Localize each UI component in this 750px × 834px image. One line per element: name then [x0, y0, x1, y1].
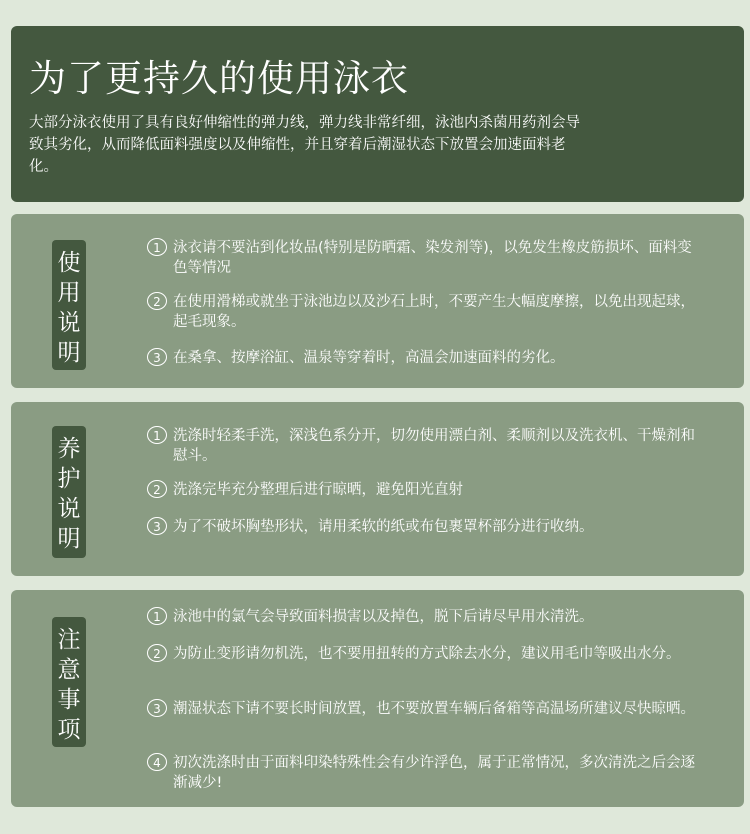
- list-item: 3 为了不破坏胸垫形状，请用柔软的纸或布包裹罩杯部分进行收纳。: [147, 517, 704, 537]
- number-badge: 3: [147, 517, 167, 535]
- list-item: 1 洗涤时轻柔手洗，深浅色系分开，切勿使用漂白剂、柔顺剂以及洗衣机、干燥剂和慰斗。: [147, 426, 704, 466]
- header-banner: [11, 26, 744, 202]
- usage-instructions-section: [11, 214, 744, 388]
- number-badge: 1: [147, 238, 167, 256]
- number-badge: 1: [147, 426, 167, 444]
- number-badge: 2: [147, 292, 167, 310]
- list-item: 1 泳衣请不要沾到化妆品(特别是防晒霜、染发剂等)，以免发生橡皮筋损坏、面料变色等情况: [147, 238, 704, 278]
- number-badge: 1: [147, 607, 167, 625]
- list-item: 2 为防止变形请勿机洗，也不要用扭转的方式除去水分，建议用毛巾等吸出水分。: [147, 644, 704, 664]
- number-badge: 3: [147, 348, 167, 366]
- page-title: 为了更持久的使用泳衣: [29, 57, 409, 100]
- list-item: 3 在桑拿、按摩浴缸、温泉等穿着时，高温会加速面料的劣化。: [147, 348, 704, 368]
- list-item: 2 在使用滑梯或就坐于泳池边以及沙石上时，不要产生大幅度摩擦，以免出现起球，起毛现象。: [147, 292, 704, 332]
- section-tag: 使 用 说 明: [52, 240, 86, 370]
- number-badge: 2: [147, 644, 167, 662]
- list-item: 4 初次洗涤时由于面料印染特殊性会有少许浮色，属于正常情况，多次清洗之后会逐渐减少!: [147, 753, 704, 793]
- list-item: 2 洗涤完毕充分整理后进行晾晒，避免阳光直射: [147, 480, 704, 500]
- care-instructions-section: [11, 402, 744, 576]
- list-item: 1 泳池中的氯气会导致面料损害以及掉色，脱下后请尽早用水清洗。: [147, 607, 704, 627]
- number-badge: 2: [147, 480, 167, 498]
- section-tag: 养 护 说 明: [52, 426, 86, 558]
- list-item: 3 潮湿状态下请不要长时间放置，也不要放置车辆后备箱等高温场所建议尽快晾晒。: [147, 699, 704, 719]
- number-badge: 3: [147, 699, 167, 717]
- section-tag: 注 意 事 项: [52, 617, 86, 747]
- notes-section: [11, 590, 744, 807]
- intro-paragraph: 大部分泳衣使用了具有良好伸缩性的弹力线，弹力线非常纤细，泳池内杀菌用药剂会导致其劣化，从而降低面料强度以及伸缩性，并且穿着后潮湿状态下放置会加速面料老化。: [29, 115, 580, 175]
- number-badge: 4: [147, 753, 167, 771]
